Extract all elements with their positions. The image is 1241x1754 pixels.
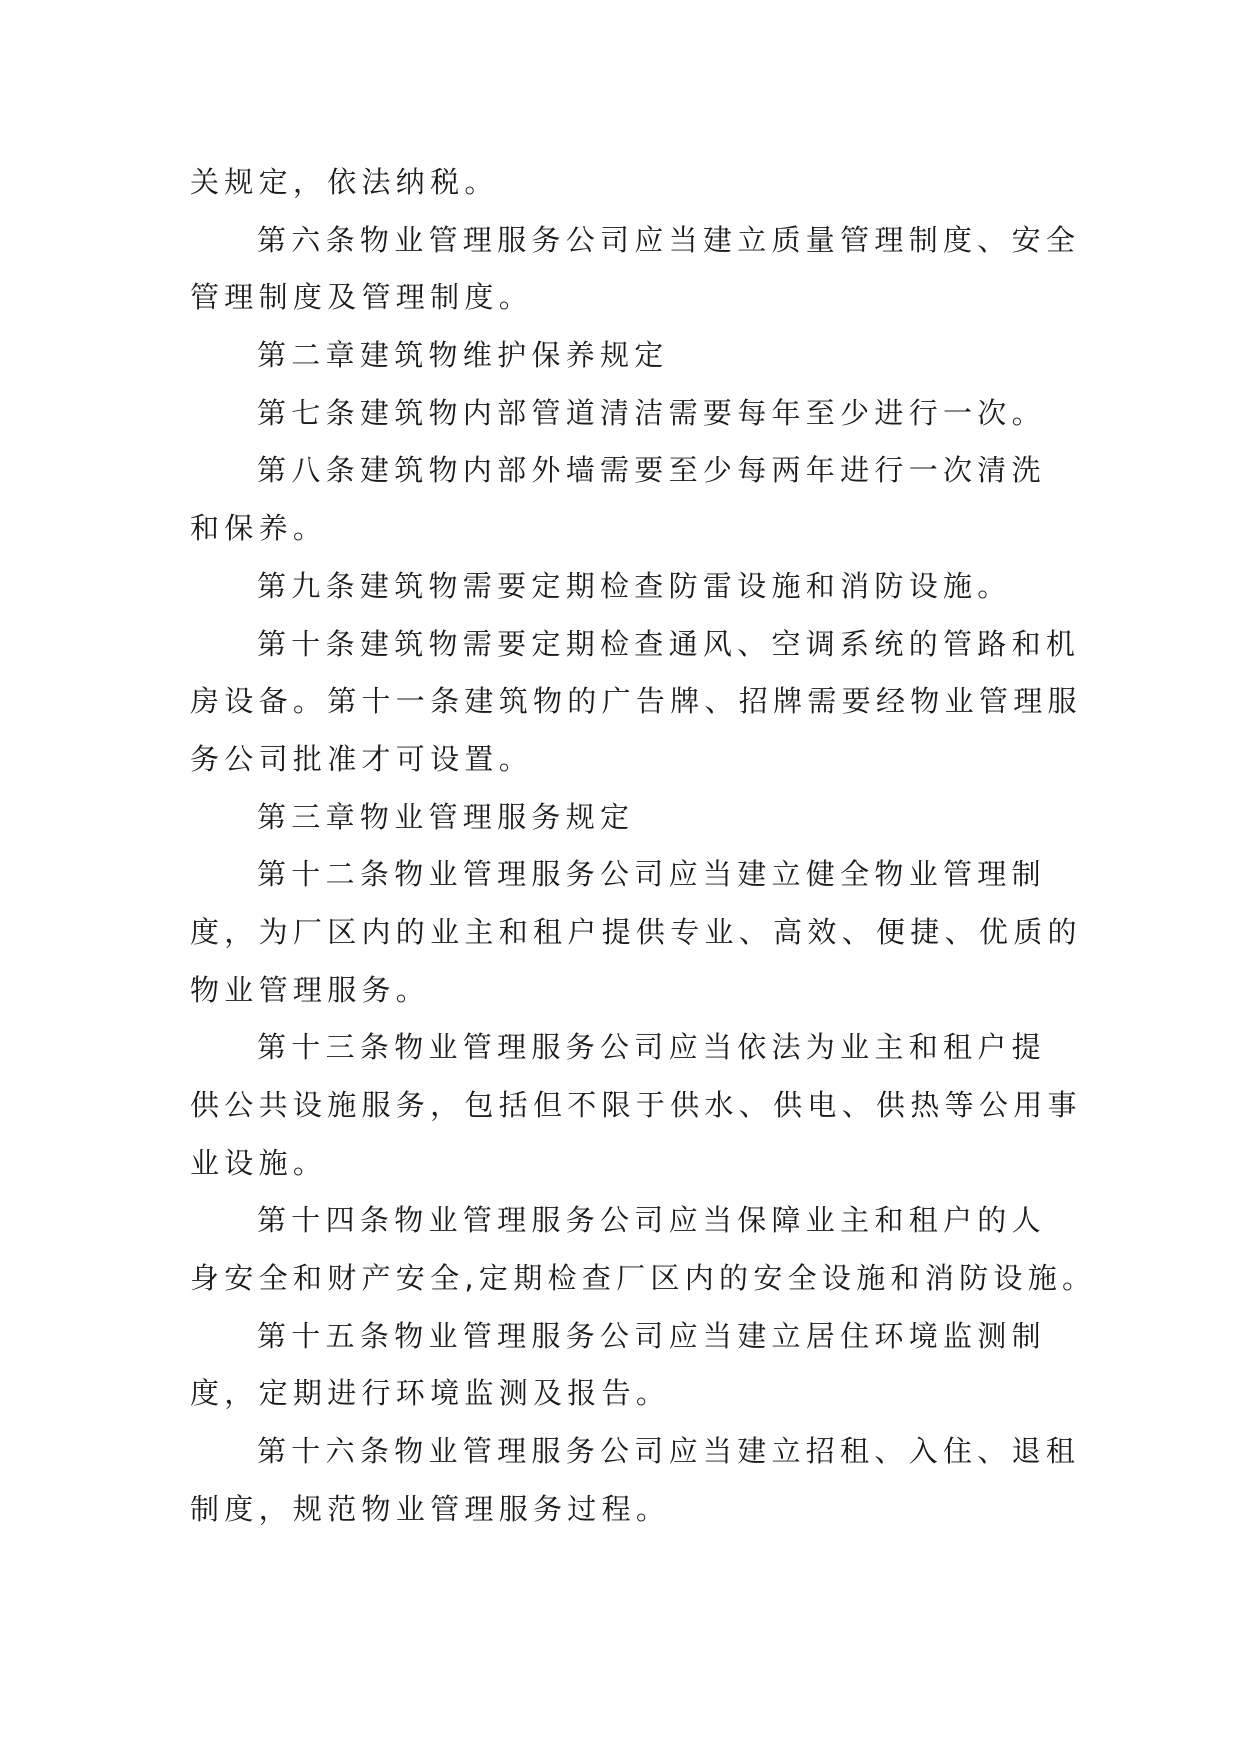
- text-line: 关规定，依法纳税。: [190, 165, 499, 199]
- text-line: 度，为厂区内的业主和租户提供专业、高效、便捷、优质的: [190, 914, 1082, 949]
- text-line: 第九条建筑物需要定期检查防雷设施和消防设施。: [257, 568, 1012, 603]
- text-line: 第三章物业管理服务规定: [257, 799, 635, 834]
- document-body: [190, 154, 1097, 1539]
- text-line: 第十四条物业管理服务公司应当保障业主和租户的人: [257, 1203, 1046, 1238]
- text-line: 制度，规范物业管理服务过程。: [190, 1491, 671, 1526]
- text-line: 务公司批准才可设置。: [190, 741, 534, 776]
- text-line: 第六条物业管理服务公司应当建立质量管理制度、安全: [257, 222, 1081, 257]
- text-line: 第七条建筑物内部管道清洁需要每年至少进行一次。: [257, 395, 1046, 430]
- text-line: 管理制度及管理制度。: [190, 280, 534, 315]
- text-line: 度，定期进行环境监测及报告。: [190, 1376, 671, 1411]
- text-line: 第二章建筑物维护保养规定: [257, 338, 669, 373]
- text-line: 房设备。第十一条建筑物的广告牌、招牌需要经物业管理服: [190, 684, 1082, 719]
- text-line: 供公共设施服务，包括但不限于供水、供电、供热等公用事: [190, 1088, 1082, 1122]
- text-line: 身安全和财产安全,定期检查厂区内的安全设施和消防设施。: [190, 1261, 1097, 1296]
- text-line: 业设施。: [190, 1145, 328, 1180]
- text-line: 第十条建筑物需要定期检查通风、空调系统的管路和机: [257, 626, 1081, 661]
- text-line: 物业管理服务。: [190, 972, 431, 1007]
- text-line: 第十六条物业管理服务公司应当建立招租、入住、退租: [257, 1434, 1081, 1469]
- text-line: 第十五条物业管理服务公司应当建立居住环境监测制: [257, 1318, 1046, 1353]
- text-line: 和保养。: [190, 511, 328, 546]
- text-line: 第十二条物业管理服务公司应当建立健全物业管理制: [257, 857, 1046, 892]
- text-line: 第十三条物业管理服务公司应当依法为业主和租户提: [257, 1030, 1046, 1065]
- text-line: 第八条建筑物内部外墙需要至少每两年进行一次清洗: [257, 453, 1046, 488]
